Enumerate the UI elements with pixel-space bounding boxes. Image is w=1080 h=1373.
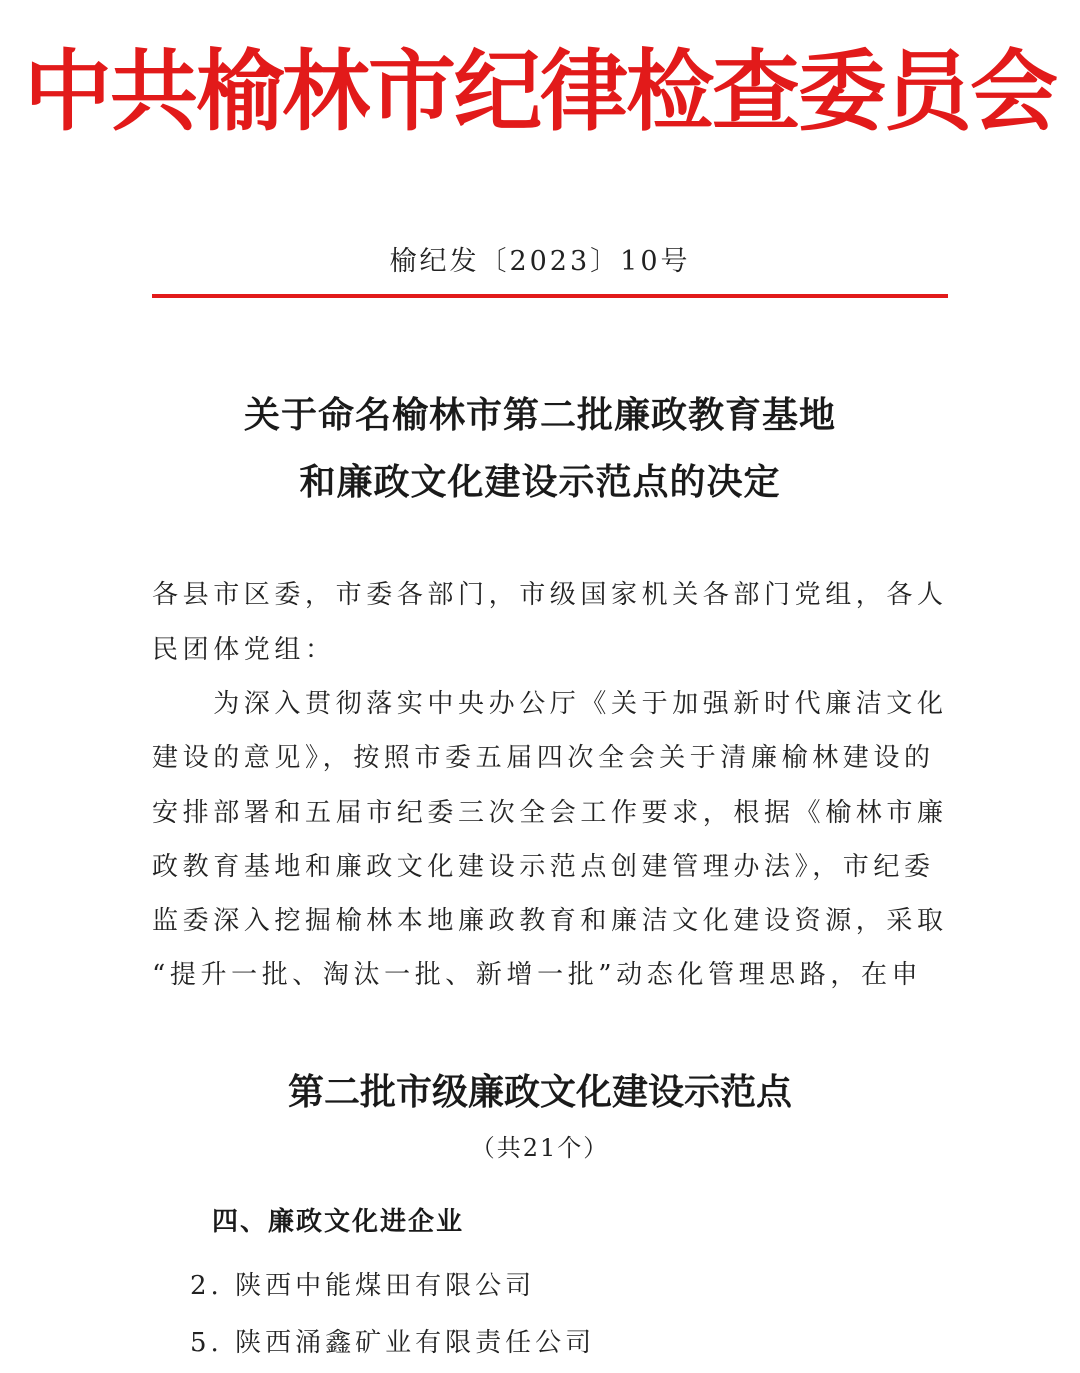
section-count: （共21个） bbox=[470, 1134, 610, 1162]
list-item: 5. 陕西涌鑫矿业有限责任公司 bbox=[190, 1328, 596, 1358]
masthead-title: 中共榆林市纪律检查委员会 bbox=[23, 40, 1056, 143]
document-title-line-1: 关于命名榆林市第二批廉政教育基地 bbox=[243, 394, 836, 436]
category-heading: 四、廉政文化进企业 bbox=[212, 1207, 465, 1237]
body-line-2: 民团体党组： bbox=[152, 635, 336, 665]
body-line-5: 安排部署和五届市纪委三次全会工作要求，根据《榆林市廉 bbox=[152, 798, 948, 828]
section-title: 第二批市级廉政文化建设示范点 bbox=[287, 1071, 792, 1113]
body-line-4: 建设的意见》，按照市委五届四次全会关于清廉榆林建设的 bbox=[152, 743, 935, 773]
body-line-6: 政教育基地和廉政文化建设示范点创建管理办法》，市纪委 bbox=[152, 852, 935, 882]
body-line-1: 各县市区委，市委各部门，市级国家机关各部门党组，各人 bbox=[152, 580, 948, 610]
red-divider-line bbox=[152, 294, 948, 298]
document-number: 榆纪发〔2023〕10号 bbox=[389, 246, 691, 277]
body-line-3: 为深入贯彻落实中央办公厅《关于加强新时代廉洁文化 bbox=[152, 689, 948, 719]
body-line-8: “提升一批、淘汰一批、新增一批”动态化管理思路，在申 bbox=[152, 960, 923, 990]
body-line-7: 监委深入挖掘榆林本地廉政教育和廉洁文化建设资源，采取 bbox=[152, 906, 948, 936]
list-item: 2. 陕西中能煤田有限公司 bbox=[190, 1271, 536, 1301]
document-title-line-2: 和廉政文化建设示范点的决定 bbox=[299, 461, 781, 503]
